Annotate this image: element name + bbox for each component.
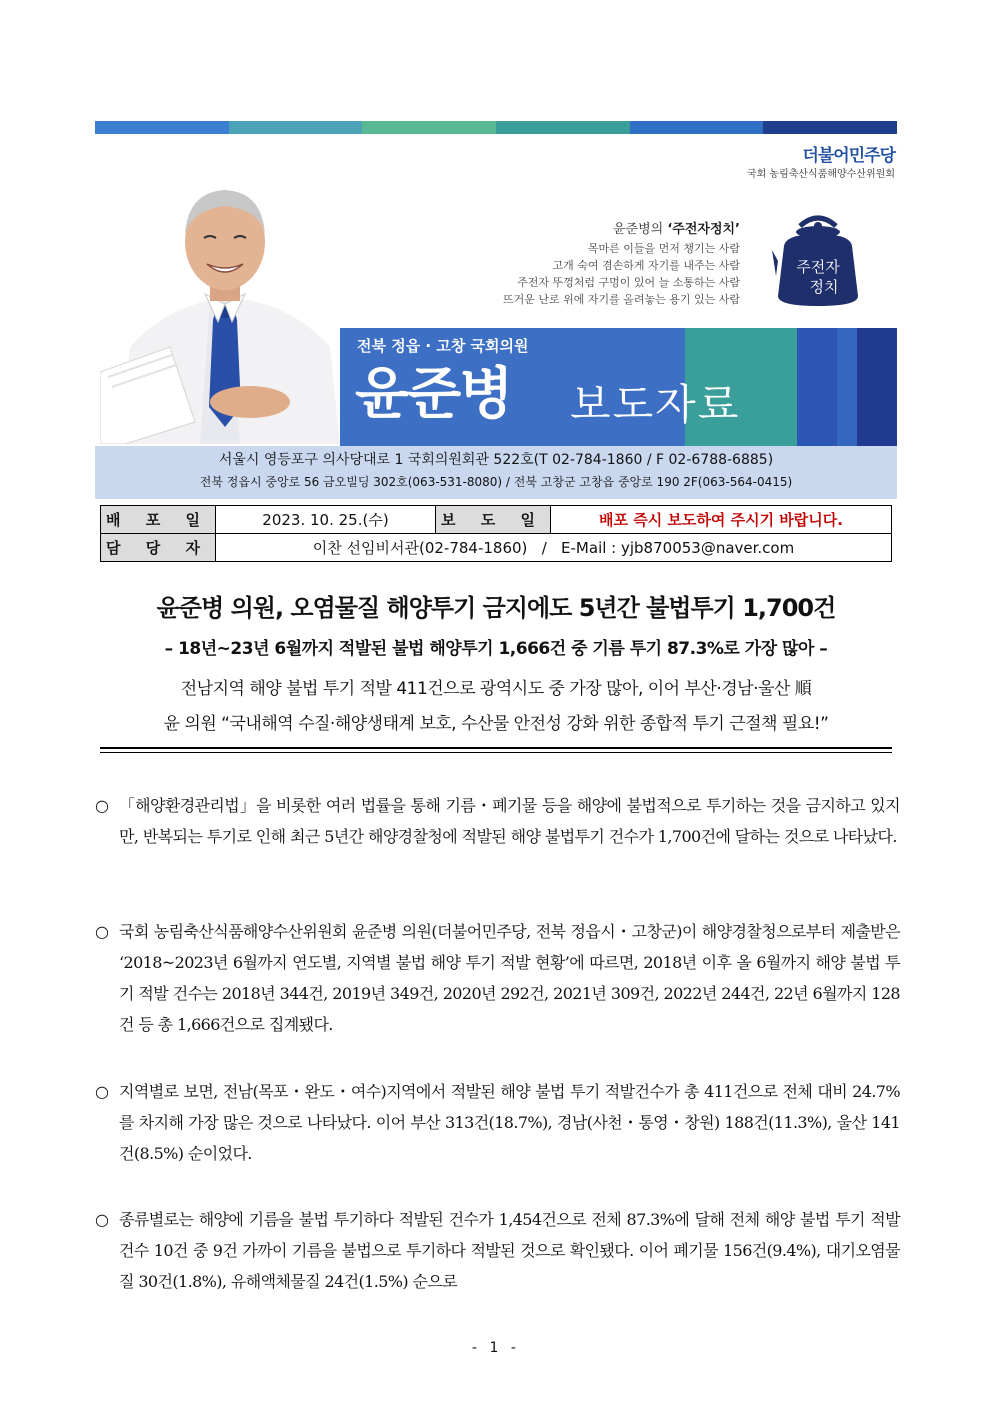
double-divider	[100, 752, 892, 753]
motto-title-prefix: 윤준병의	[612, 222, 668, 237]
subheadline: – 18년~23년 6월까지 적발된 불법 해양투기 1,666건 중 기름 투기 87.3%로 가장 많아 –	[164, 639, 828, 659]
motto-block	[503, 221, 740, 308]
kettle-logo-icon	[772, 206, 864, 310]
double-divider	[100, 747, 892, 749]
release-date-label: 배 포 일	[101, 506, 216, 534]
bullet-icon: ○	[95, 922, 109, 941]
party-name: 더불어민주당	[802, 146, 895, 166]
district-label: 전북 정읍 · 고창 국회의원	[357, 337, 529, 355]
kettle-text-2: 정치	[809, 278, 839, 296]
lawmaker-photo	[100, 172, 340, 444]
body-paragraph	[95, 790, 900, 852]
motto-line: 주전자 뚜껑처럼 구멍이 있어 늘 소통하는 사람	[517, 276, 740, 289]
motto-line: 뜨거운 난로 위에 자기를 올려놓는 용기 있는 사람	[503, 293, 740, 306]
motto-line: 고개 숙여 겸손하게 자기를 내주는 사람	[552, 259, 740, 272]
address-block	[95, 446, 897, 499]
paragraph-text: 지역별로 보면, 전남(목포・완도・여수)지역에서 적발된 해양 불법 투기 적발건수가 총 411건으로 전체 대비 24.7%를 차지해 가장 많은 것으로 나타났다. 이어 부산 313건(18.7%), 경남(사천・통영・창원) 188건(11.3%), 울산 141건(8.5%) 순이었다.	[119, 1082, 900, 1163]
table-row	[101, 534, 892, 562]
lawmaker-name: 윤준병	[355, 362, 512, 427]
motto-title-quote: ‘주전자정치’	[667, 222, 740, 237]
subheadline: 윤 의원 “국내해역 수질·해양생태계 보호, 수산물 안전성 강화 위한 종합적 투기 근절책 필요!”	[163, 714, 829, 734]
address-line-1: 서울시 영등포구 의사당대로 1 국회의원회관 522호(T 02-784-1860 / F 02-6788-6885)	[218, 452, 774, 468]
report-date-value: 배포 즉시 보도하여 주시기 바랍니다.	[551, 506, 892, 534]
address-line-2: 전북 정읍시 중앙로 56 금오빌딩 302호(063-531-8080) / 전북 고창군 고창읍 중앙로 190 2F(063-564-0415)	[199, 475, 793, 489]
body-paragraph	[95, 1204, 900, 1297]
motto-title	[503, 221, 740, 238]
motto-line: 목마른 이들을 먼저 챙기는 사람	[587, 242, 740, 255]
paragraph-text: 종류별로는 해양에 기름을 불법 투기하다 적발된 건수가 1,454건으로 전체 87.3%에 달해 전체 해양 불법 투기 적발건수 10건 중 9건 가까이 기름을 불법으로 투기하다 적발된 것으로 확인됐다. 이어 폐기물 156건(9.4%), 대기오염물질 30건(1.8%), 유해액체물질 24건(1.5%) 순으로	[119, 1210, 900, 1291]
party-logo	[802, 141, 895, 166]
table-row	[101, 506, 892, 534]
press-release-title: 보도자료	[570, 380, 741, 429]
page-number: - 1 -	[472, 1340, 520, 1356]
body-paragraph	[95, 916, 900, 1040]
top-color-bar	[95, 121, 897, 134]
bullet-icon: ○	[95, 1082, 109, 1101]
paragraph-text: 「해양환경관리법」을 비롯한 여러 법률을 통해 기름・폐기물 등을 해양에 불법적으로 투기하는 것을 금지하고 있지만, 반복되는 투기로 인해 최근 5년간 해양경찰청에 적발된 해양 불법투기 건수가 1,700건에 달하는 것으로 나타났다.	[119, 796, 900, 846]
headline: 윤준병 의원, 오염물질 해양투기 금지에도 5년간 불법투기 1,700건	[156, 594, 836, 622]
bullet-icon: ○	[95, 796, 109, 815]
contact-label: 담 당 자	[101, 534, 216, 562]
paragraph-text: 국회 농림축산식품해양수산위원회 윤준병 의원(더불어민주당, 전북 정읍시・고창군)이 해양경찰청으로부터 제출받은 ‘2018~2023년 6월까지 연도별, 지역별 불법 해양 투기 적발 현황’에 따르면, 2018년 이후 올 6월까지 해양 불법 투기 적발 건수는 2018년 344건, 2019년 349건, 2020년 292건, 2021년 309건, 2022년 244건, 22년 6월까지 128건 등 총 1,666건으로 집계됐다.	[119, 922, 900, 1034]
report-date-label: 보 도 일	[436, 506, 551, 534]
release-date-value: 2023. 10. 25.(수)	[216, 506, 436, 534]
release-info-table	[100, 505, 892, 562]
committee-name: 국회 농림축산식품해양수산위원회	[746, 169, 895, 180]
bullet-icon: ○	[95, 1210, 109, 1229]
contact-value: 이찬 선임비서관(02-784-1860) / E-Mail : yjb870053@naver.com	[216, 534, 892, 562]
body-paragraph	[95, 1076, 900, 1169]
kettle-text-1: 주전자	[796, 258, 840, 276]
subheadline: 전남지역 해양 불법 투기 적발 411건으로 광역시도 중 가장 많아, 이어 부산·경남·울산 順	[180, 679, 812, 699]
